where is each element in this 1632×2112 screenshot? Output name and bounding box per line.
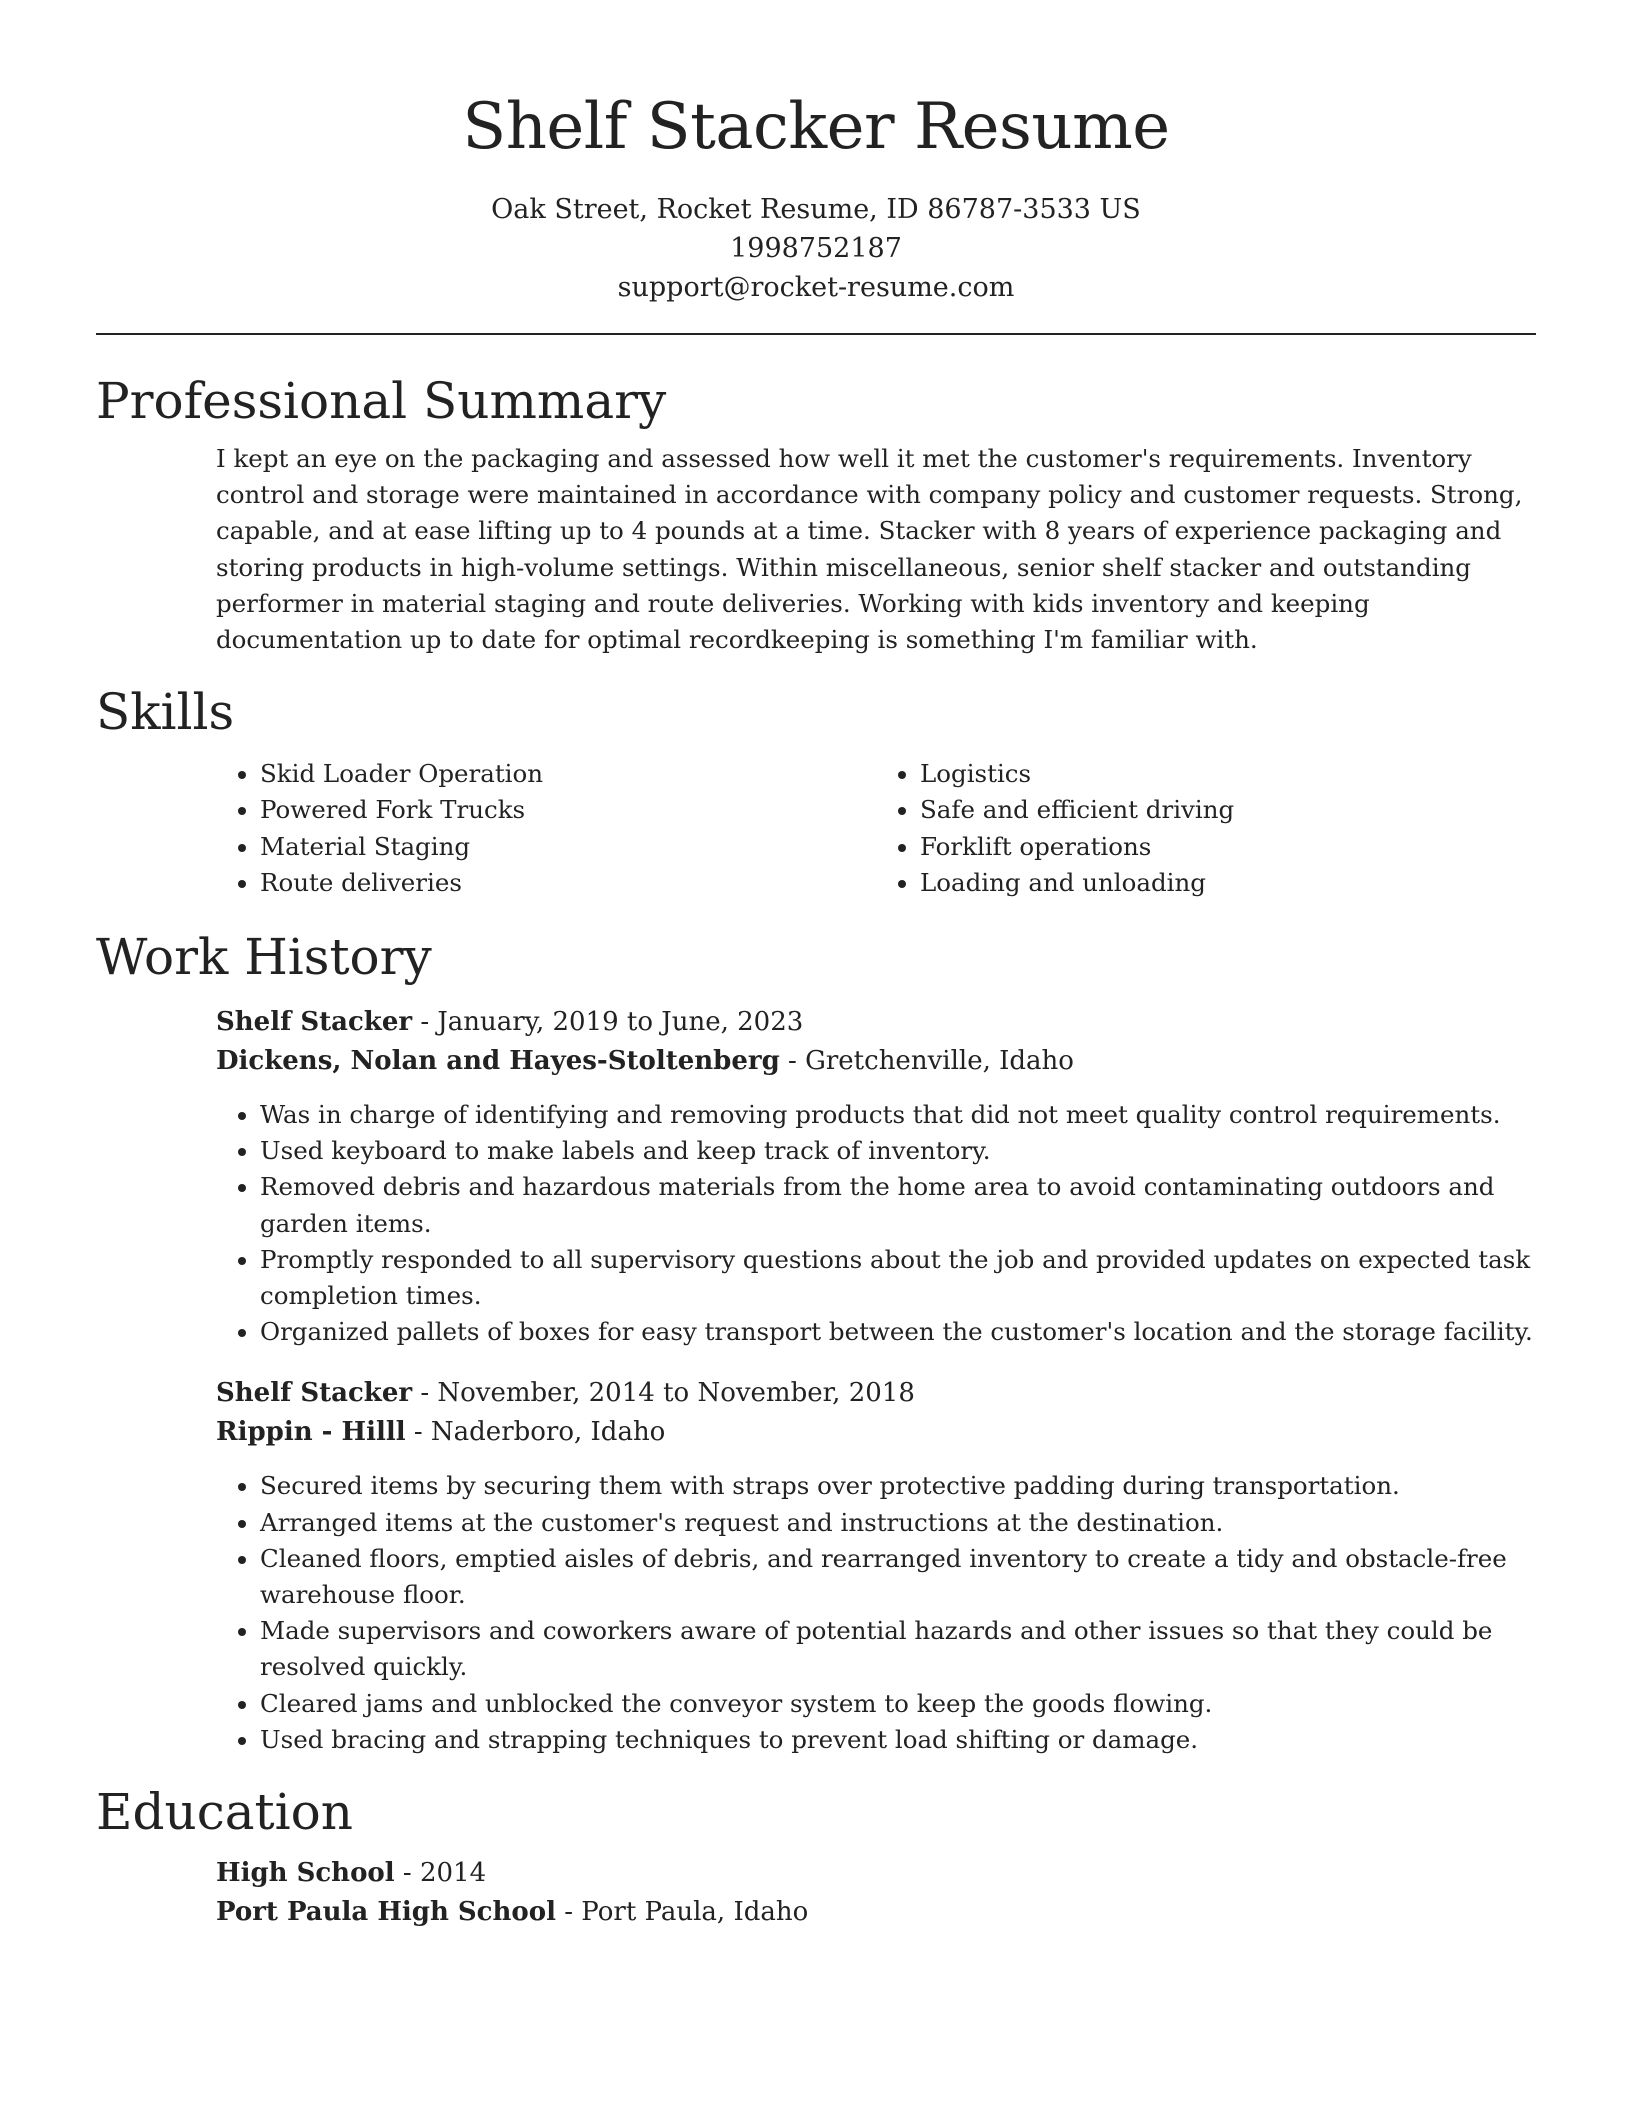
list-item: • Removed debris and hazardous materials from the home area to avoid contaminating outdoors and garden items.	[260, 1169, 1536, 1241]
resume-header	[96, 0, 1536, 307]
job-title-line	[216, 1003, 1536, 1042]
skill-item: • Forklift operations	[920, 829, 1536, 865]
job-company-line	[216, 1042, 1536, 1081]
job-bullets	[216, 1097, 1536, 1350]
job-dates: - January, 2019 to June, 2023	[412, 1007, 804, 1038]
job-company: Rippin - Hilll	[216, 1417, 406, 1448]
list-item: • Promptly responded to all supervisory questions about the job and provided updates on expected task completion times.	[260, 1242, 1536, 1314]
work-history-heading: Work History	[96, 928, 432, 987]
skill-item: • Skid Loader Operation	[260, 756, 876, 792]
skills-column-left	[216, 756, 876, 901]
list-item: • Made supervisors and coworkers aware of potential hazards and other issues so that they could be resolved quickly.	[260, 1613, 1536, 1685]
job-title-line	[216, 1374, 1536, 1413]
job-bullets	[216, 1468, 1536, 1758]
skills-list	[216, 756, 1536, 901]
email: support@rocket-resume.com	[617, 272, 1015, 303]
summary-section	[96, 369, 1536, 658]
summary-text: I kept an eye on the packaging and assessed how well it met the customer's requirements. Inventory control and storage were maintained in accordance with company policy and customer requests. Strong, capable, and at ease lifting up to 4 pounds at a time. Stacker with 8 years of experience packaging and storing products in high-volume settings. Within miscellaneous, senior shelf stacker and outstanding performer in material staging and route deliveries. Working with kids inventory and keeping documentation up to date for optimal recordkeeping is something I'm familiar with.	[216, 444, 1523, 655]
education-location: - Port Paula, Idaho	[555, 1897, 809, 1928]
education-degree-line	[216, 1854, 1536, 1893]
skill-item: • Route deliveries	[260, 865, 876, 901]
job-location: - Naderboro, Idaho	[405, 1417, 666, 1448]
skills-column-right	[876, 756, 1536, 901]
education-school-line	[216, 1893, 1536, 1932]
address: Oak Street, Rocket Resume, ID 86787-3533 US	[491, 194, 1141, 225]
work-history-section	[96, 925, 1536, 1758]
skill-item: • Powered Fork Trucks	[260, 792, 876, 828]
list-item: • Was in charge of identifying and removing products that did not meet quality control requirements.	[260, 1097, 1536, 1133]
list-item: • Cleaned floors, emptied aisles of debris, and rearranged inventory to create a tidy and obstacle-free warehouse floor.	[260, 1541, 1536, 1613]
skills-section	[96, 680, 1536, 901]
job-entry	[96, 1374, 1536, 1758]
page-title: Shelf Stacker Resume	[462, 90, 1170, 164]
list-item: • Arranged items at the customer's request and instructions at the destination.	[260, 1505, 1536, 1541]
education-year: - 2014	[394, 1858, 487, 1889]
education-school: Port Paula High School	[216, 1897, 556, 1928]
list-item: • Cleared jams and unblocked the conveyor system to keep the goods flowing.	[260, 1686, 1536, 1722]
list-item: • Secured items by securing them with straps over protective padding during transportation.	[260, 1468, 1536, 1504]
job-company-line	[216, 1413, 1536, 1452]
skill-item: • Loading and unloading	[920, 865, 1536, 901]
summary-heading: Professional Summary	[96, 372, 667, 430]
list-item: • Organized pallets of boxes for easy transport between the customer's location and the storage facility.	[260, 1314, 1536, 1350]
contact-info	[96, 190, 1536, 307]
education-heading: Education	[96, 1783, 353, 1842]
list-item: • Used keyboard to make labels and keep track of inventory.	[260, 1133, 1536, 1169]
education-entry	[216, 1854, 1536, 1932]
skills-heading: Skills	[96, 683, 235, 742]
skill-item: • Logistics	[920, 756, 1536, 792]
header-divider	[96, 333, 1536, 335]
skill-item: • Material Staging	[260, 829, 876, 865]
phone: 1998752187	[730, 233, 902, 264]
job-role: Shelf Stacker	[216, 1378, 413, 1409]
education-section	[96, 1780, 1536, 1932]
job-entry	[96, 1003, 1536, 1350]
job-location: - Gretchenville, Idaho	[779, 1046, 1074, 1077]
list-item: • Used bracing and strapping techniques to prevent load shifting or damage.	[260, 1722, 1536, 1758]
education-degree: High School	[216, 1858, 395, 1889]
job-dates: - November, 2014 to November, 2018	[412, 1378, 915, 1409]
job-role: Shelf Stacker	[216, 1007, 413, 1038]
skill-item: • Safe and efficient driving	[920, 792, 1536, 828]
job-company: Dickens, Nolan and Hayes-Stoltenberg	[216, 1046, 780, 1077]
